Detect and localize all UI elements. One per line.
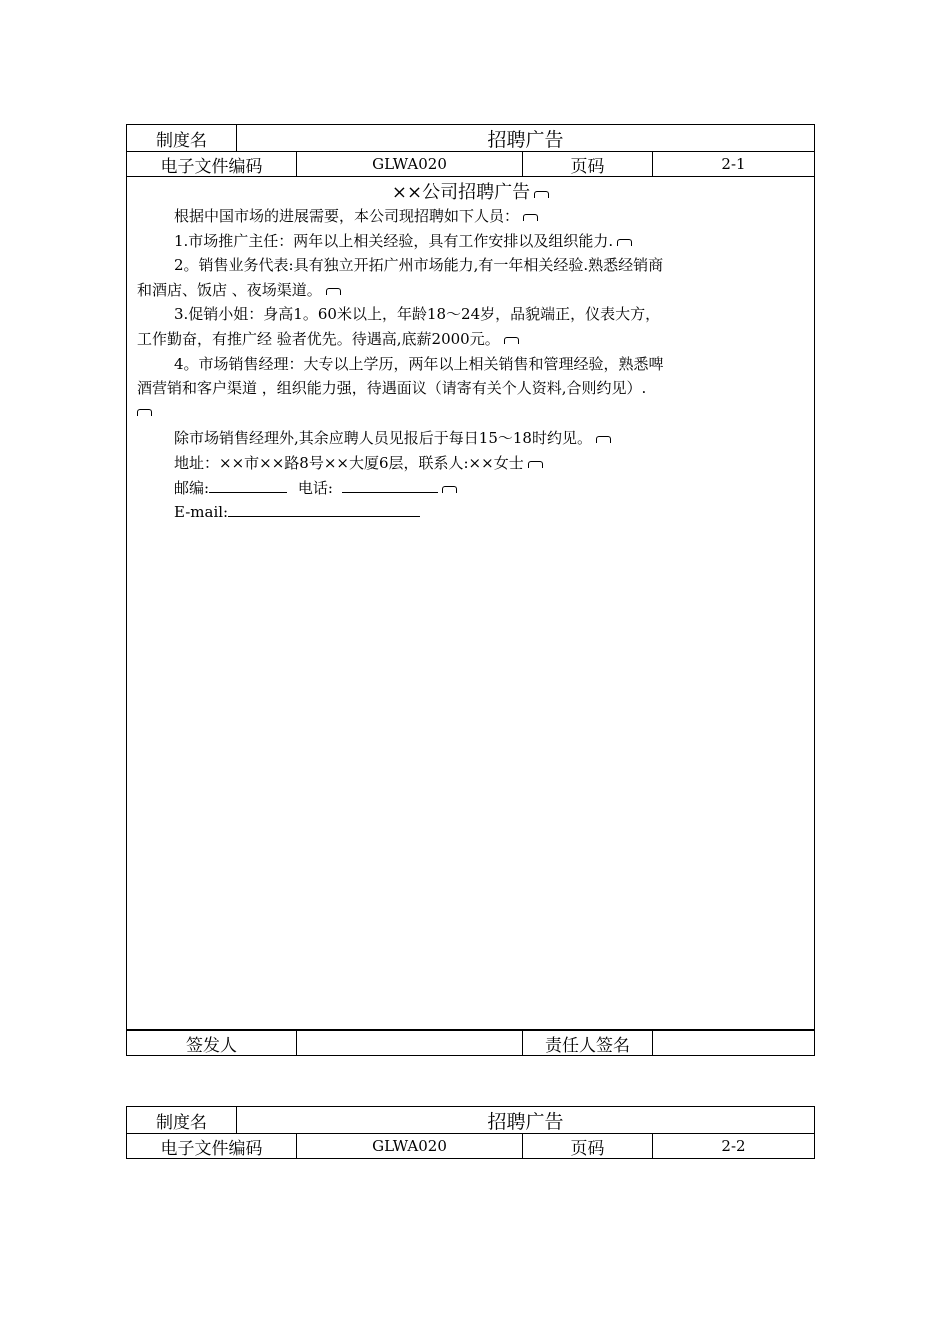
email-blank xyxy=(228,502,420,517)
label-responsible-signature: 责任人签名 xyxy=(523,1031,653,1055)
paragraph-intro-text: 根据中国市场的进展需要，本公司现招聘如下人员： xyxy=(174,207,520,225)
return-mark-icon xyxy=(617,239,632,246)
paragraph-interview-text: 除市场销售经理外,其余应聘人员见报后于每日15～18时约见。 xyxy=(174,429,592,447)
paragraph-interview xyxy=(174,427,611,448)
content-area xyxy=(126,176,815,1030)
phone-blank xyxy=(342,478,438,493)
paragraph-item-1-text: 1.市场推广主任：两年以上相关经验，具有工作安排以及组织能力. xyxy=(174,232,614,250)
file-code-value: GLWA020 xyxy=(297,1133,523,1159)
paragraph-intro xyxy=(174,205,538,226)
header-row-system-name xyxy=(127,125,814,152)
file-code-value: GLWA020 xyxy=(297,151,523,177)
label-page: 页码 xyxy=(523,151,653,177)
paragraph-email xyxy=(174,502,420,521)
postcode-blank xyxy=(209,478,287,493)
return-mark-icon xyxy=(528,461,543,468)
header-row-file-code xyxy=(127,151,814,177)
system-name-value: 招聘广告 xyxy=(487,1110,564,1133)
return-mark-icon xyxy=(442,486,457,493)
document-title xyxy=(127,178,814,204)
paragraph-item-2-line-2 xyxy=(137,279,341,300)
phone-label: 电话: xyxy=(297,479,333,497)
paragraph-contact xyxy=(174,477,457,498)
label-system-name: 制度名 xyxy=(127,1107,237,1133)
return-mark-icon xyxy=(534,191,549,198)
return-mark-icon xyxy=(596,436,611,443)
paragraph-address xyxy=(174,452,543,473)
document-header xyxy=(126,124,815,177)
document-header-page-2 xyxy=(126,1106,815,1159)
page-value: 2-1 xyxy=(721,155,746,173)
return-mark-icon xyxy=(523,214,538,221)
responsible-signature-field xyxy=(653,1031,814,1055)
header-row-file-code xyxy=(127,1133,814,1159)
system-name-value: 招聘广告 xyxy=(487,128,564,151)
postcode-label: 邮编: xyxy=(174,479,210,497)
paragraph-item-4-line-2: 酒营销和客户渠道 ，组织能力强，待遇面议（请寄有关个人资料,合则约见）. xyxy=(137,379,647,397)
label-file-code: 电子文件编码 xyxy=(127,1133,297,1159)
document-title-text: ××公司招聘广告 xyxy=(391,182,531,203)
return-mark-icon xyxy=(137,409,152,416)
label-file-code: 电子文件编码 xyxy=(127,151,297,177)
return-mark-icon xyxy=(504,337,519,344)
label-page: 页码 xyxy=(523,1133,653,1159)
paragraph-item-4-line-1: 4。市场销售经理：大专以上学历，两年以上相关销售和管理经验，熟悉啤 xyxy=(174,355,664,373)
paragraph-item-4-line-3 xyxy=(137,402,152,420)
issuer-field xyxy=(297,1031,523,1055)
paragraph-item-3-line-2 xyxy=(137,328,519,349)
paragraph-item-3-line-2-text: 工作勤奋，有推广经 验者优先。待遇高,底薪2000元。 xyxy=(137,330,500,348)
signature-row xyxy=(126,1030,815,1056)
paragraph-address-text: 地址：××市××路8号××大厦6层，联系人:××女士 xyxy=(174,454,524,472)
header-row-system-name xyxy=(127,1107,814,1134)
label-issuer: 签发人 xyxy=(127,1031,297,1055)
paragraph-item-1 xyxy=(174,230,632,251)
paragraph-item-2-line-2-text: 和酒店、饭店 、夜场渠道。 xyxy=(137,281,322,299)
label-system-name: 制度名 xyxy=(127,125,237,151)
return-mark-icon xyxy=(326,288,341,295)
page-value: 2-2 xyxy=(721,1137,746,1155)
email-label: E-mail: xyxy=(174,503,229,521)
paragraph-item-3-line-1: 3.促销小姐：身高1。60米以上，年龄18～24岁，品貌端正，仪表大方， xyxy=(174,305,661,323)
paragraph-item-2-line-1: 2。销售业务代表:具有独立开拓广州市场能力,有一年相关经验.熟悉经销商 xyxy=(174,256,664,274)
